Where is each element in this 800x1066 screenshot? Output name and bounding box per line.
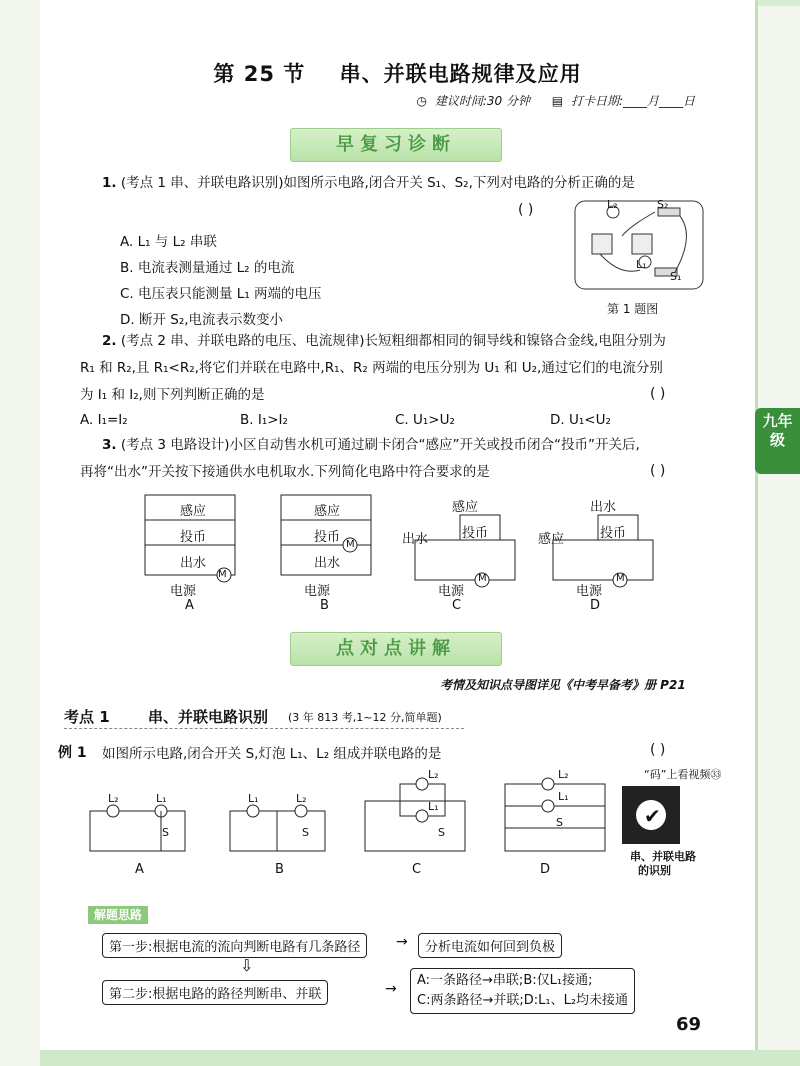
calendar-icon: ▤ [551,94,564,108]
section-number: 第 25 节 [213,62,306,86]
page-number: 69 [676,1014,702,1035]
q3-b-letter: B [320,598,329,613]
ex-c-l-bottom: L₁ [428,800,439,813]
q3-b-power: 电源 [304,584,331,599]
reference-note: 考情及知识点导图详见《中考早备考》册 P21 [440,678,686,692]
ex-d-s: S [556,816,563,829]
kaodian-title: 串、并联电路识别 [148,708,269,726]
q3-d-motor: M [616,573,625,584]
question-2-answer[interactable]: ( ) [650,386,666,402]
question-2-line2: R₁ 和 R₂,且 R₁<R₂,将它们并联在电路中,R₁、R₂ 两端的电压分别为 U₁ 和 U₂,通过它们的电流分别 [80,360,663,376]
grade-tab-line2: 级 [769,431,785,449]
section-title: 串、并联电路规律及应用 [339,62,582,86]
video-header: “码”上看视频㉝ [644,768,722,781]
grade-side-tab [755,408,800,474]
video-caption-2: 的识别 [638,864,671,877]
flow-step1-right: 分析电流如何回到负极 [418,933,562,958]
ex-c-l-top: L₂ [428,768,439,781]
ex-b-s: S [302,826,309,839]
question-3 [102,432,640,459]
meta-line [399,92,696,109]
q3-c-s2: 投币 [462,526,489,541]
q2-option-a[interactable]: A. I₁=I₂ [80,412,128,428]
ex-c-s: S [438,826,445,839]
q3-a-s3: 出水 [180,556,207,571]
ex-a-l-left: L₂ [108,792,119,805]
tag-solution-thinking: 解题思路 [88,906,148,924]
bottom-band [40,1050,800,1066]
ex-a-s: S [162,826,169,839]
question-3-line1: (考点 3 电路设计)小区自动售水机可通过刷卡闭合“感应”开关或投币闭合“投币”开关后, [120,437,640,453]
ex-a-l-right: L₁ [156,792,167,805]
q3-a-motor: M [218,569,227,580]
q1-label-l1: L₁ [636,258,647,271]
q3-d-s2: 投币 [600,526,627,541]
question-3-number: 3. [102,437,117,453]
ex-d-letter: D [540,862,551,877]
clock-icon: ◷ [416,94,427,108]
q1-option-d[interactable]: D. 断开 S₂,电流表示数变小 [120,312,284,328]
video-caption-1: 串、并联电路 [630,850,696,863]
checkin-date: 打卡日期:____月____日 [570,94,695,108]
ex-circuit-a [85,796,190,856]
arrow-down-icon: ⇩ [240,956,254,975]
ex-d-l-top: L₂ [558,768,569,781]
ex-c-letter: C [412,862,422,877]
banner-review: 早复习诊断 [290,128,502,162]
q3-a-power: 电源 [170,584,197,599]
grade-tab-line1: 九年 [762,412,793,430]
ex-d-l-bottom: L₁ [558,790,569,803]
question-1-number: 1. [102,175,117,191]
arrow-right-icon-2: → [385,981,397,997]
flow-step1: 第一步:根据电流的流向判断电路有几条路径 [102,933,367,958]
ex-circuit-b [225,796,330,856]
ex-circuit-c [360,776,470,856]
q3-b-s2: 投币 [314,530,341,545]
question-2-number: 2. [102,333,117,349]
q3-c-power: 电源 [438,584,465,599]
q1-option-c[interactable]: C. 电压表只能测量 L₁ 两端的电压 [120,286,322,302]
question-3-line2: 再将“出水”开关按下接通供水电机取水.下列简化电路中符合要求的是 [80,464,490,480]
textbook-page [40,0,758,1050]
q3-d-s3: 感应 [538,532,565,547]
q3-c-letter: C [452,598,462,613]
example-stem: 如图所示电路,闭合开关 S,灯泡 L₁、L₂ 组成并联电路的是 [102,746,442,762]
q2-option-b[interactable]: B. I₁>I₂ [240,412,288,428]
q1-option-b[interactable]: B. 电流表测量通过 L₂ 的电流 [120,260,295,276]
q3-d-s1: 出水 [590,500,617,515]
ex-circuit-d [500,776,610,856]
q3-a-s1: 感应 [180,504,207,519]
question-2-line1: (考点 2 串、并联电路的电压、电流规律)长短粗细都相同的铜导线和镍铬合金线,电阻分别为 [120,333,666,349]
q1-label-s2: S₂ [657,198,669,211]
q1-figure [570,196,710,296]
question-1 [102,170,635,197]
q2-option-c[interactable]: C. U₁>U₂ [395,412,455,428]
q3-a-letter: A [185,598,194,613]
ex-b-l-left: L₁ [248,792,259,805]
question-2-line3: 为 I₁ 和 I₂,则下列判断正确的是 [80,387,265,403]
ex-a-letter: A [135,862,144,877]
q3-c-motor: M [478,573,487,584]
q3-b-s3: 出水 [314,556,341,571]
banner-explain: 点对点讲解 [290,632,502,666]
flow-step2-right [410,968,635,1014]
q1-label-l2: L₂ [607,198,618,211]
q3-d-letter: D [590,598,601,613]
question-1-stem: (考点 1 串、并联电路识别)如图所示电路,闭合开关 S₁、S₂,下列对电路的分析正确的是 [120,175,635,191]
q3-d-power: 电源 [576,584,603,599]
q3-b-motor: M [346,539,355,550]
check-icon: ✔ [644,804,661,828]
question-3-answer[interactable]: ( ) [650,463,666,479]
q1-figure-caption: 第 1 题图 [607,302,659,316]
q3-c-s1: 感应 [452,500,479,515]
q2-option-d[interactable]: D. U₁<U₂ [550,412,611,428]
flow-step2: 第二步:根据电路的路径判断串、并联 [102,980,328,1005]
q1-option-a[interactable]: A. L₁ 与 L₂ 串联 [120,234,217,250]
qr-code[interactable] [622,786,680,844]
kaodian-label: 考点 1 [64,708,110,726]
kaodian-underline [64,728,464,729]
example-label: 例 1 [58,745,87,761]
kaodian-note: (3 年 813 考,1~12 分,简单题) [288,711,442,724]
question-1-answer[interactable]: ( ) [518,202,534,218]
ex-b-l-right: L₂ [296,792,307,805]
arrow-right-icon: → [396,934,408,950]
q1-label-s1: S₁ [670,270,682,283]
suggested-time: 建议时间:30 分钟 [434,94,530,108]
question-2 [102,328,666,355]
q3-c-s3: 出水 [402,532,429,547]
q3-b-s1: 感应 [314,504,341,519]
flow-step2-right-line2: C:两条路径→并联;D:L₁、L₂均未接通 [417,993,629,1008]
page-title [40,58,755,88]
example-answer[interactable]: ( ) [650,742,666,758]
q3-a-s2: 投币 [180,530,207,545]
ex-b-letter: B [275,862,284,877]
flow-step2-right-line1: A:一条路径→串联;B:仅L₁接通; [417,973,593,988]
